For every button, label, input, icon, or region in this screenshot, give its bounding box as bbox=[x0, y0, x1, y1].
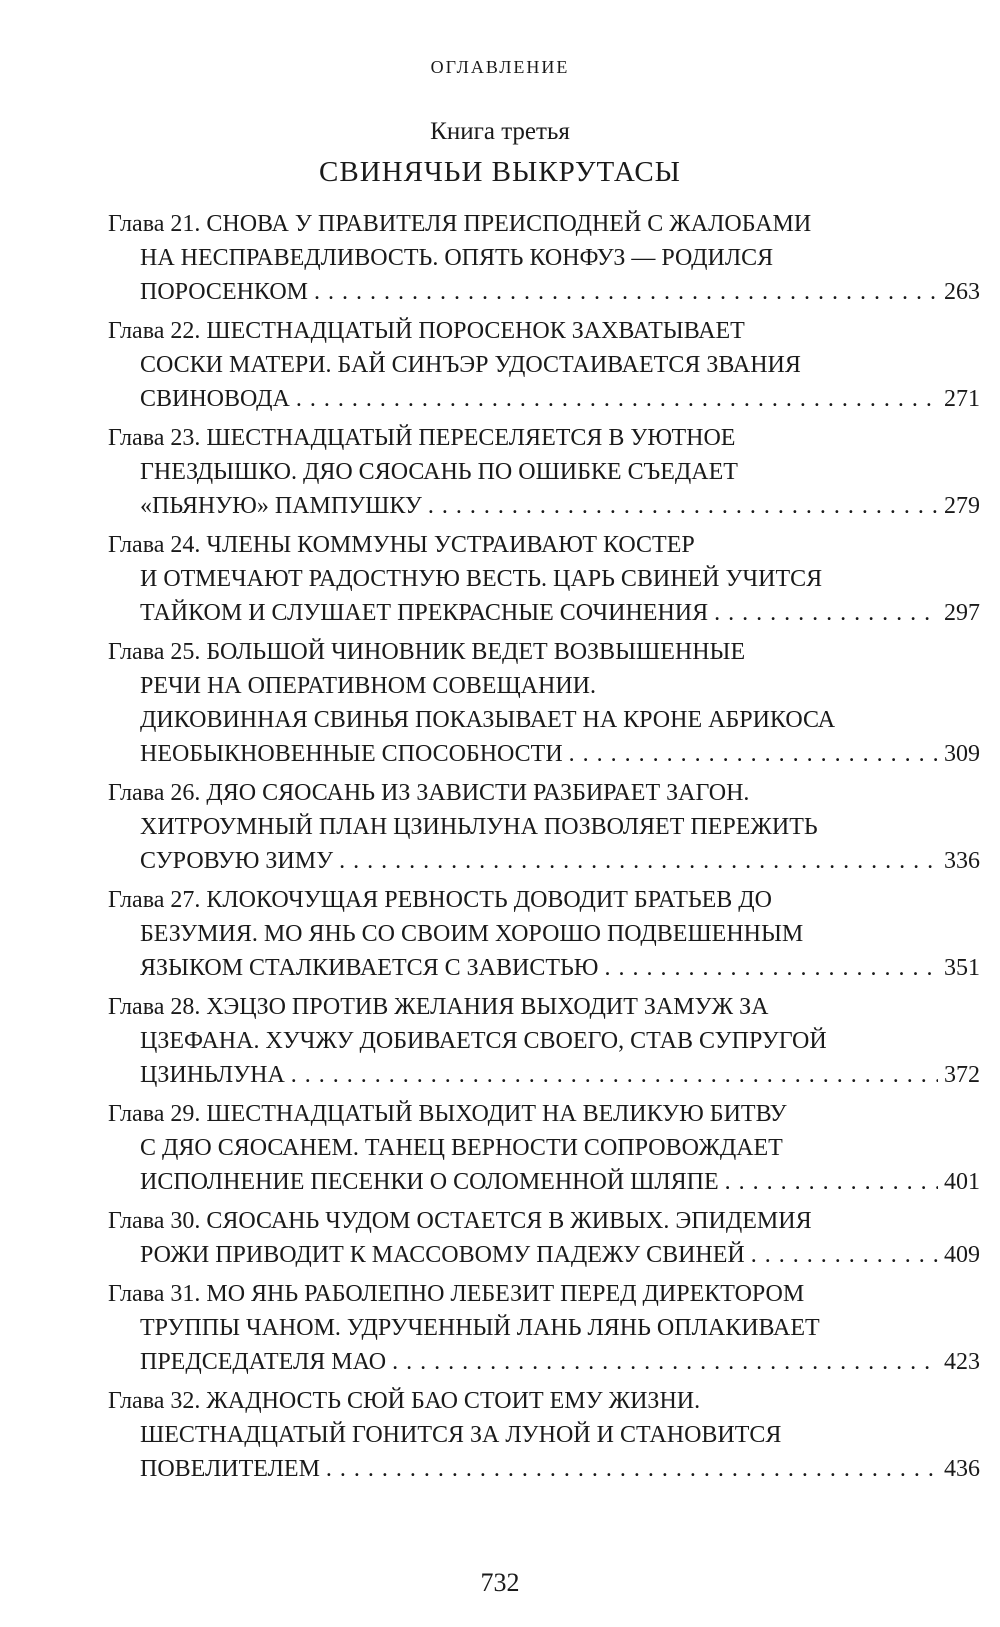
dot-leader bbox=[725, 1165, 938, 1199]
chapter-title-text: ДЯО СЯОСАНЬ ИЗ ЗАВИСТИ РАЗБИРАЕТ ЗАГОН. bbox=[206, 780, 750, 806]
chapter-title-end: ИСПОЛНЕНИЕ ПЕСЕНКИ О СОЛОМЕННОЙ ШЛЯПЕ bbox=[140, 1169, 719, 1195]
toc-entry-line: ДИКОВИННАЯ СВИНЬЯ ПОКАЗЫВАЕТ НА КРОНЕ АБРИКОСА bbox=[140, 707, 836, 733]
chapter-title-end: ПОВЕЛИТЕЛЕМ bbox=[140, 1456, 320, 1482]
toc-entry-line: НА НЕСПРАВЕДЛИВОСТЬ. ОПЯТЬ КОНФУЗ — РОДИЛСЯ bbox=[140, 245, 774, 271]
chapter-label: Глава 26. bbox=[108, 780, 201, 806]
toc-page-number: 409 bbox=[944, 1242, 980, 1268]
toc-entry-last-line bbox=[108, 951, 980, 985]
toc-entry bbox=[108, 1097, 980, 1199]
dot-leader bbox=[314, 275, 938, 309]
toc-entry bbox=[108, 990, 980, 1092]
chapter-label: Глава 28. bbox=[108, 994, 201, 1020]
dot-leader bbox=[339, 844, 938, 878]
chapter-label: Глава 23. bbox=[108, 425, 201, 451]
toc-entry-last-line bbox=[108, 1238, 980, 1272]
chapter-title-text: ШЕСТНАДЦАТЫЙ ПОРОСЕНОК ЗАХВАТЫВАЕТ bbox=[206, 318, 745, 344]
toc-entry bbox=[108, 207, 980, 309]
toc-entry-first-line bbox=[108, 314, 980, 348]
toc-entry-last-line bbox=[108, 382, 980, 416]
dot-leader bbox=[296, 382, 938, 416]
toc-entry bbox=[108, 776, 980, 878]
toc-entry-last-line bbox=[108, 275, 980, 309]
running-head: оглавление bbox=[430, 52, 570, 79]
toc-entry-last-line bbox=[108, 1165, 980, 1199]
chapter-label: Глава 27. bbox=[108, 887, 201, 913]
toc-entry-last-line bbox=[108, 596, 980, 630]
toc-entry-last-line bbox=[108, 1452, 980, 1486]
toc-entry-line: СОСКИ МАТЕРИ. БАЙ СИНЪЭР УДОСТАИВАЕТСЯ ЗВАНИЯ bbox=[140, 352, 801, 378]
chapter-title-end: СВИНОВОДА bbox=[140, 386, 290, 412]
book-label: Книга третья bbox=[430, 118, 570, 145]
toc-entry bbox=[108, 635, 980, 771]
chapter-label: Глава 24. bbox=[108, 532, 201, 558]
chapter-title-text: МО ЯНЬ РАБОЛЕПНО ЛЕБЕЗИТ ПЕРЕД ДИРЕКТОРОМ bbox=[206, 1281, 805, 1307]
dot-leader bbox=[604, 951, 938, 985]
chapter-label: Глава 32. bbox=[108, 1388, 201, 1414]
toc-page-number: 271 bbox=[944, 386, 980, 412]
dot-leader bbox=[714, 596, 938, 630]
toc-page-number: 336 bbox=[944, 848, 980, 874]
toc-entry-line: ТРУППЫ ЧАНОМ. УДРУЧЕННЫЙ ЛАНЬ ЛЯНЬ ОПЛАКИВАЕТ bbox=[140, 1315, 820, 1341]
toc-page-number: 263 bbox=[944, 279, 980, 305]
dot-leader bbox=[392, 1345, 938, 1379]
dot-leader bbox=[326, 1452, 938, 1486]
toc-entry-first-line bbox=[108, 528, 980, 562]
toc-entry-first-line bbox=[108, 883, 980, 917]
toc-entry-line: ГНЕЗДЫШКО. ДЯО СЯОСАНЬ ПО ОШИБКЕ СЪЕДАЕТ bbox=[140, 459, 738, 485]
chapter-title-text: ЧЛЕНЫ КОММУНЫ УСТРАИВАЮТ КОСТЕР bbox=[206, 532, 695, 558]
dot-leader bbox=[569, 737, 938, 771]
toc-entry-first-line bbox=[108, 1277, 980, 1311]
toc-page-number: 309 bbox=[944, 741, 980, 767]
toc-entry-first-line bbox=[108, 207, 980, 241]
toc-entry-first-line bbox=[108, 990, 980, 1024]
chapter-title-end: НЕОБЫКНОВЕННЫЕ СПОСОБНОСТИ bbox=[140, 741, 563, 767]
toc-entry bbox=[108, 528, 980, 630]
chapter-label: Глава 30. bbox=[108, 1208, 201, 1234]
chapter-title-end: ТАЙКОМ И СЛУШАЕТ ПРЕКРАСНЫЕ СОЧИНЕНИЯ bbox=[140, 600, 709, 626]
chapter-title-end: ПОРОСЕНКОМ bbox=[140, 279, 309, 305]
toc-entry-last-line bbox=[108, 1058, 980, 1092]
toc-entry-last-line bbox=[108, 737, 980, 771]
toc-entry-first-line bbox=[108, 1097, 980, 1131]
toc-entry-first-line bbox=[108, 421, 980, 455]
toc-page-number: 423 bbox=[944, 1349, 980, 1375]
toc-entry-line: ЦЗЕФАНА. ХУЧЖУ ДОБИВАЕТСЯ СВОЕГО, СТАВ СУПРУГОЙ bbox=[140, 1028, 827, 1054]
chapter-title-end: РОЖИ ПРИВОДИТ К МАССОВОМУ ПАДЕЖУ СВИНЕЙ bbox=[140, 1242, 745, 1268]
chapter-title-end: СУРОВУЮ ЗИМУ bbox=[140, 848, 334, 874]
chapter-title-text: ШЕСТНАДЦАТЫЙ ПЕРЕСЕЛЯЕТСЯ В УЮТНОЕ bbox=[206, 425, 736, 451]
toc-entry bbox=[108, 1384, 980, 1486]
toc-entry-first-line bbox=[108, 635, 980, 669]
chapter-title-text: СЯОСАНЬ ЧУДОМ ОСТАЕТСЯ В ЖИВЫХ. ЭПИДЕМИЯ bbox=[206, 1208, 812, 1234]
page-number: 732 bbox=[480, 1568, 520, 1597]
toc-entry-first-line bbox=[108, 1204, 980, 1238]
toc-entry-line: БЕЗУМИЯ. МО ЯНЬ СО СВОИМ ХОРОШО ПОДВЕШЕННЫМ bbox=[140, 921, 804, 947]
toc-entry-line: С ДЯО СЯОСАНЕМ. ТАНЕЦ ВЕРНОСТИ СОПРОВОЖДАЕТ bbox=[140, 1135, 783, 1161]
chapter-label: Глава 21. bbox=[108, 211, 201, 237]
toc-entry bbox=[108, 1277, 980, 1379]
dot-leader bbox=[428, 489, 938, 523]
chapter-title-text: КЛОКОЧУЩАЯ РЕВНОСТЬ ДОВОДИТ БРАТЬЕВ ДО bbox=[206, 887, 773, 913]
chapter-title-end: ЦЗИНЬЛУНА bbox=[140, 1062, 285, 1088]
toc-entry bbox=[108, 1204, 980, 1272]
toc-entry-line: ХИТРОУМНЫЙ ПЛАН ЦЗИНЬЛУНА ПОЗВОЛЯЕТ ПЕРЕЖИТЬ bbox=[140, 814, 818, 840]
toc-page-number: 436 bbox=[944, 1456, 980, 1482]
toc-entry bbox=[108, 421, 980, 523]
chapter-label: Глава 25. bbox=[108, 639, 201, 665]
toc-entry-first-line bbox=[108, 776, 980, 810]
toc-entry bbox=[108, 883, 980, 985]
dot-leader bbox=[291, 1058, 938, 1092]
chapter-title-text: ЖАДНОСТЬ СЮЙ БАО СТОИТ ЕМУ ЖИЗНИ. bbox=[206, 1388, 701, 1414]
table-of-contents bbox=[108, 207, 980, 1491]
toc-entry-last-line bbox=[108, 844, 980, 878]
toc-entry-line: И ОТМЕЧАЮТ РАДОСТНУЮ ВЕСТЬ. ЦАРЬ СВИНЕЙ УЧИТСЯ bbox=[140, 566, 823, 592]
dot-leader bbox=[751, 1238, 938, 1272]
toc-entry-last-line bbox=[108, 1345, 980, 1379]
chapter-title-text: ШЕСТНАДЦАТЫЙ ВЫХОДИТ НА ВЕЛИКУЮ БИТВУ bbox=[206, 1101, 787, 1127]
chapter-label: Глава 22. bbox=[108, 318, 201, 344]
chapter-title-end: ЯЗЫКОМ СТАЛКИВАЕТСЯ С ЗАВИСТЬЮ bbox=[140, 955, 599, 981]
toc-page-number: 279 bbox=[944, 493, 980, 519]
chapter-label: Глава 29. bbox=[108, 1101, 201, 1127]
chapter-title-text: СНОВА У ПРАВИТЕЛЯ ПРЕИСПОДНЕЙ С ЖАЛОБАМИ bbox=[206, 211, 812, 237]
chapter-title-text: БОЛЬШОЙ ЧИНОВНИК ВЕДЕТ ВОЗВЫШЕННЫЕ bbox=[206, 639, 746, 665]
toc-page-number: 401 bbox=[944, 1169, 980, 1195]
toc-entry-line: РЕЧИ НА ОПЕРАТИВНОМ СОВЕЩАНИИ. bbox=[140, 673, 596, 699]
toc-entry-last-line bbox=[108, 489, 980, 523]
book-title: СВИНЯЧЬИ ВЫКРУТАСЫ bbox=[319, 156, 681, 188]
toc-entry bbox=[108, 314, 980, 416]
chapter-title-end: «ПЬЯНУЮ» ПАМПУШКУ bbox=[140, 493, 422, 519]
chapter-label: Глава 31. bbox=[108, 1281, 201, 1307]
toc-page-number: 372 bbox=[944, 1062, 980, 1088]
toc-page-number: 351 bbox=[944, 955, 980, 981]
toc-page-number: 297 bbox=[944, 600, 980, 626]
chapter-title-end: ПРЕДСЕДАТЕЛЯ МАО bbox=[140, 1349, 387, 1375]
toc-entry-first-line bbox=[108, 1384, 980, 1418]
chapter-title-text: ХЭЦЗО ПРОТИВ ЖЕЛАНИЯ ВЫХОДИТ ЗАМУЖ ЗА bbox=[206, 994, 769, 1020]
toc-entry-line: ШЕСТНАДЦАТЫЙ ГОНИТСЯ ЗА ЛУНОЙ И СТАНОВИТСЯ bbox=[140, 1422, 782, 1448]
